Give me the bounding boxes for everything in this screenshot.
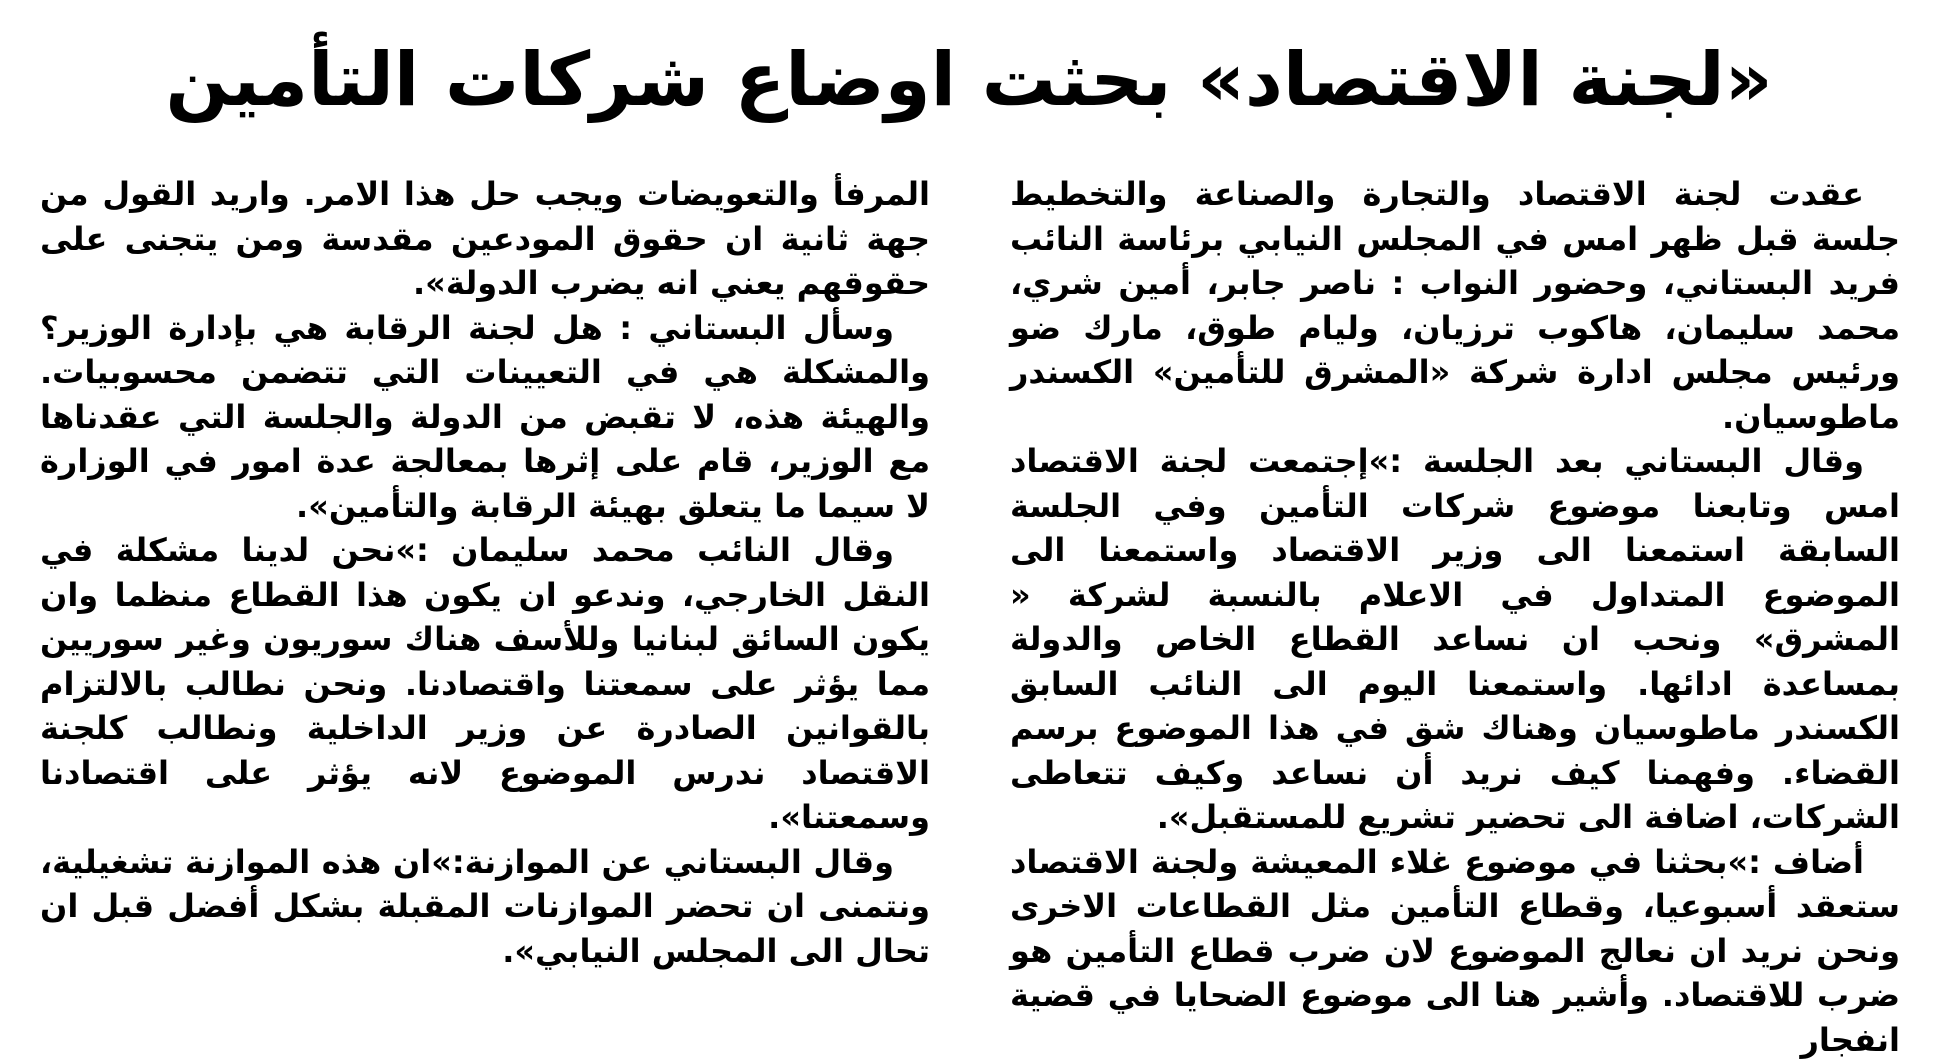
paragraph: المرفأ والتعويضات ويجب حل هذا الامر. واريد القول من جهة ثانية ان حقوق المودعين مقدسة ومن يتجنى على حقوقهم يعني انه يضرب الدولة». [40, 175, 930, 302]
paragraph: وقال النائب محمد سليمان :»نحن لدينا مشكلة في النقل الخارجي، وندعو ان يكون هذا القطاع منظما وان يكون السائق لبنانيا وللأسف هناك سوريون وغير سوريين مما يؤثر على سمعتنا واقتصادنا. ونحن نطالب بالالتزام بالقوانين الصادرة عن وزير الداخلية ونطالب كلجنة الاقتصاد ندرس الموضوع لانه يؤثر على اقتصادنا وسمعتنا». [40, 531, 930, 836]
article-headline: «لجنة الاقتصاد» بحثت اوضاع شركات التأمين [165, 37, 1773, 123]
paragraph: وسأل البستاني : هل لجنة الرقابة هي بإدارة الوزير؟ والمشكلة هي في التعيينات التي تتضمن محسوبيات. والهيئة هذه، لا تقبض من الدولة والجلسة التي عقدناها مع الوزير، قام على إثرها بمعالجة عدة امور في الوزارة لا سيما ما يتعلق بهيئة الرقابة والتأمين». [40, 308, 930, 525]
paragraph: وقال البستاني عن الموازنة:»ان هذه الموازنة تشغيلية، ونتمنى ان تحضر الموازنات المقبلة بشكل أفضل قبل ان تحال الى المجلس النيابي». [40, 842, 930, 970]
paragraph: أضاف :»بحثنا في موضوع غلاء المعيشة ولجنة الاقتصاد ستعقد أسبوعيا، وقطاع التأمين مثل القطاعات الاخرى ونحن نريد ان نعالج الموضوع لان ضرب قطاع التأمين هو ضرب للاقتصاد. وأشير هنا الى موضوع الضحايا في قضية انفجار [1010, 842, 1900, 1059]
paragraph: وقال البستاني بعد الجلسة :»إجتمعت لجنة الاقتصاد امس وتابعنا موضوع شركات التأمين وفي الجلسة السابقة استمعنا الى وزير الاقتصاد واستمعنا الى الموضوع المتداول في الاعلام بالنسبة لشركة « المشرق» ونحب ان نساعد القطاع الخاص والدولة بمساعدة ادائها. واستمعنا اليوم الى النائب السابق الكسندر ماطوسيان وهناك شق في هذا الموضوع برسم القضاء. وفهمنا كيف نريد أن نساعد وكيف تتعاطى الشركات، اضافة الى تحضير تشريع للمستقبل». [1010, 442, 1900, 836]
right-column [1010, 172, 1900, 1062]
paragraph: عقدت لجنة الاقتصاد والتجارة والصناعة والتخطيط جلسة قبل ظهر امس في المجلس النيابي برئاسة النائب فريد البستاني، وحضور النواب : ناصر جابر، أمين شري، محمد سليمان، هاكوب ترزيان، وليام طوق، مارك ضو ورئيس مجلس ادارة شركة «المشرق للتأمين» الكسندر ماطوسيان. [1010, 175, 1900, 436]
left-column [40, 172, 930, 973]
